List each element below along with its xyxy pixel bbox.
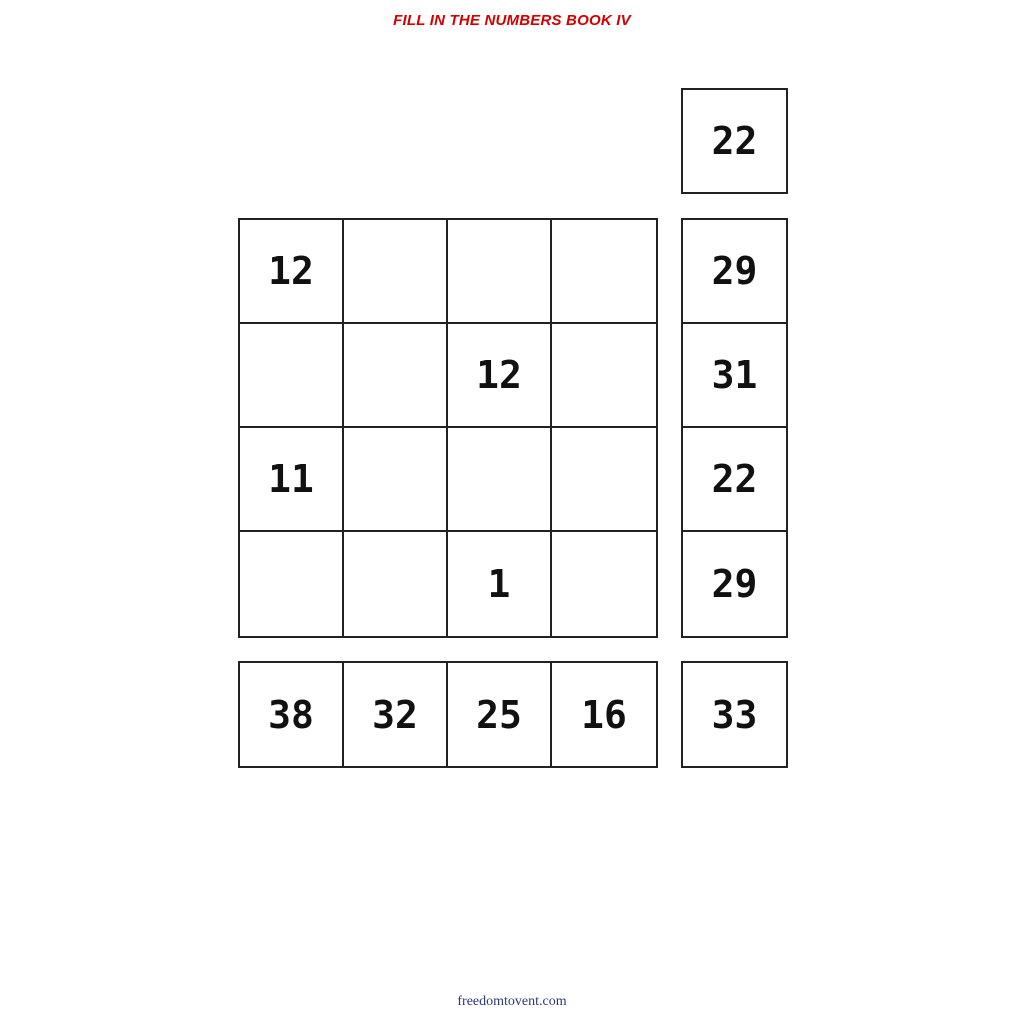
column-sum-cell: 38 bbox=[240, 663, 344, 766]
corner-sum-cell: 33 bbox=[681, 661, 788, 768]
page-title: FILL IN THE NUMBERS BOOK IV bbox=[393, 12, 631, 29]
column-sum-cell: 25 bbox=[448, 663, 552, 766]
column-sum-cell: 32 bbox=[344, 663, 448, 766]
row-sum-cell: 29 bbox=[711, 562, 758, 606]
grid-cell[interactable] bbox=[240, 324, 344, 428]
grid-cell[interactable] bbox=[344, 532, 448, 636]
row-sum-cell: 31 bbox=[683, 324, 786, 428]
grid-cell[interactable] bbox=[448, 428, 552, 532]
column-sums-row bbox=[238, 661, 658, 768]
grid-cell[interactable] bbox=[344, 220, 448, 324]
row-sum-cell: 29 bbox=[683, 220, 786, 324]
grid-cell[interactable] bbox=[552, 532, 656, 636]
grid-cell[interactable] bbox=[344, 428, 448, 532]
grid-cell[interactable] bbox=[240, 532, 344, 636]
grid-cell[interactable] bbox=[448, 220, 552, 324]
grid-cell[interactable] bbox=[552, 220, 656, 324]
grid-cell[interactable] bbox=[552, 324, 656, 428]
row-sum-cell: 22 bbox=[683, 428, 786, 532]
grid-cell[interactable]: 12 bbox=[240, 220, 344, 324]
puzzle-grid bbox=[238, 218, 658, 638]
diagonal-sum-cell: 22 bbox=[681, 88, 788, 194]
grid-cell[interactable] bbox=[344, 324, 448, 428]
grid-cell[interactable]: 1 bbox=[448, 532, 552, 636]
footer-site-link[interactable]: freedomtovent.com bbox=[457, 994, 567, 1009]
grid-cell[interactable]: 12 bbox=[448, 324, 552, 428]
row-sums-column bbox=[681, 218, 788, 638]
grid-cell[interactable] bbox=[552, 428, 656, 532]
column-sum-cell: 16 bbox=[581, 692, 627, 737]
grid-cell[interactable]: 11 bbox=[240, 428, 344, 532]
